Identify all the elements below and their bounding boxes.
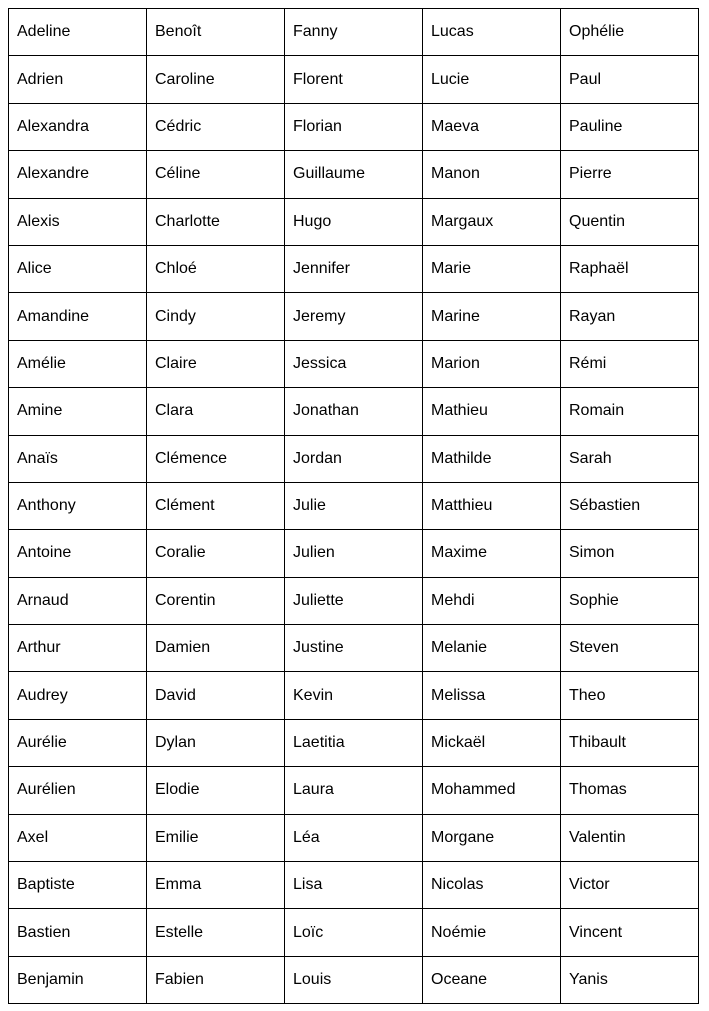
table-cell: Florent — [285, 56, 423, 103]
table-cell: Victor — [561, 862, 699, 909]
table-cell: Mathieu — [423, 388, 561, 435]
table-cell: Clara — [147, 388, 285, 435]
table-cell: Quentin — [561, 198, 699, 245]
table-row — [9, 767, 699, 814]
table-row — [9, 293, 699, 340]
table-cell: Oceane — [423, 956, 561, 1003]
table-cell: Fabien — [147, 956, 285, 1003]
table-cell: Jordan — [285, 435, 423, 482]
table-cell: Sophie — [561, 577, 699, 624]
table-cell: Adrien — [9, 56, 147, 103]
table-cell: Clément — [147, 482, 285, 529]
table-cell: Nicolas — [423, 862, 561, 909]
table-cell: Sébastien — [561, 482, 699, 529]
table-cell: Alice — [9, 245, 147, 292]
table-cell: Alexandra — [9, 103, 147, 150]
table-cell: Aurélien — [9, 767, 147, 814]
table-row — [9, 103, 699, 150]
table-cell: Estelle — [147, 909, 285, 956]
table-row — [9, 862, 699, 909]
table-cell: Jennifer — [285, 245, 423, 292]
table-cell: Elodie — [147, 767, 285, 814]
table-cell: Florian — [285, 103, 423, 150]
table-cell: Bastien — [9, 909, 147, 956]
table-cell: Clémence — [147, 435, 285, 482]
table-cell: Raphaël — [561, 245, 699, 292]
table-row — [9, 482, 699, 529]
table-cell: Kevin — [285, 672, 423, 719]
table-cell: Laetitia — [285, 719, 423, 766]
table-cell: Vincent — [561, 909, 699, 956]
table-cell: Cédric — [147, 103, 285, 150]
table-cell: Coralie — [147, 530, 285, 577]
table-cell: Mickaël — [423, 719, 561, 766]
table-cell: Manon — [423, 151, 561, 198]
table-cell: Justine — [285, 625, 423, 672]
table-cell: Arnaud — [9, 577, 147, 624]
table-cell: Thibault — [561, 719, 699, 766]
table-cell: Paul — [561, 56, 699, 103]
table-cell: Arthur — [9, 625, 147, 672]
table-cell: Margaux — [423, 198, 561, 245]
table-row — [9, 625, 699, 672]
table-cell: Anaïs — [9, 435, 147, 482]
table-cell: Romain — [561, 388, 699, 435]
table-cell: Lucas — [423, 9, 561, 56]
table-cell: Corentin — [147, 577, 285, 624]
table-row — [9, 435, 699, 482]
table-cell: Antoine — [9, 530, 147, 577]
table-row — [9, 245, 699, 292]
table-cell: Sarah — [561, 435, 699, 482]
table-cell: Melissa — [423, 672, 561, 719]
table-cell: Benjamin — [9, 956, 147, 1003]
table-cell: Simon — [561, 530, 699, 577]
table-cell: Aurélie — [9, 719, 147, 766]
table-cell: Rayan — [561, 293, 699, 340]
table-cell: Anthony — [9, 482, 147, 529]
table-cell: Julie — [285, 482, 423, 529]
table-row — [9, 198, 699, 245]
table-cell: Laura — [285, 767, 423, 814]
table-cell: Amandine — [9, 293, 147, 340]
table-cell: Chloé — [147, 245, 285, 292]
table-cell: David — [147, 672, 285, 719]
table-cell: Marion — [423, 340, 561, 387]
table-cell: Audrey — [9, 672, 147, 719]
table-cell: Hugo — [285, 198, 423, 245]
table-cell: Juliette — [285, 577, 423, 624]
table-cell: Léa — [285, 814, 423, 861]
table-cell: Marine — [423, 293, 561, 340]
table-cell: Benoît — [147, 9, 285, 56]
names-table-body — [9, 9, 699, 1004]
table-cell: Maxime — [423, 530, 561, 577]
table-cell: Jonathan — [285, 388, 423, 435]
table-cell: Mohammed — [423, 767, 561, 814]
table-cell: Baptiste — [9, 862, 147, 909]
table-cell: Alexandre — [9, 151, 147, 198]
table-cell: Emilie — [147, 814, 285, 861]
table-cell: Marie — [423, 245, 561, 292]
table-cell: Thomas — [561, 767, 699, 814]
table-row — [9, 577, 699, 624]
table-cell: Maeva — [423, 103, 561, 150]
table-cell: Yanis — [561, 956, 699, 1003]
table-cell: Fanny — [285, 9, 423, 56]
table-cell: Matthieu — [423, 482, 561, 529]
table-cell: Adeline — [9, 9, 147, 56]
table-cell: Julien — [285, 530, 423, 577]
table-row — [9, 9, 699, 56]
table-cell: Amélie — [9, 340, 147, 387]
table-row — [9, 672, 699, 719]
table-cell: Noémie — [423, 909, 561, 956]
table-cell: Damien — [147, 625, 285, 672]
table-cell: Pauline — [561, 103, 699, 150]
table-cell: Axel — [9, 814, 147, 861]
table-row — [9, 388, 699, 435]
table-cell: Melanie — [423, 625, 561, 672]
table-cell: Emma — [147, 862, 285, 909]
table-cell: Morgane — [423, 814, 561, 861]
table-row — [9, 719, 699, 766]
table-cell: Jeremy — [285, 293, 423, 340]
table-row — [9, 814, 699, 861]
table-cell: Mathilde — [423, 435, 561, 482]
table-cell: Charlotte — [147, 198, 285, 245]
table-cell: Claire — [147, 340, 285, 387]
table-cell: Loïc — [285, 909, 423, 956]
table-cell: Valentin — [561, 814, 699, 861]
table-cell: Cindy — [147, 293, 285, 340]
table-cell: Dylan — [147, 719, 285, 766]
table-cell: Céline — [147, 151, 285, 198]
table-row — [9, 340, 699, 387]
table-cell: Jessica — [285, 340, 423, 387]
table-cell: Lucie — [423, 56, 561, 103]
table-cell: Guillaume — [285, 151, 423, 198]
table-row — [9, 56, 699, 103]
table-cell: Louis — [285, 956, 423, 1003]
table-cell: Amine — [9, 388, 147, 435]
table-row — [9, 151, 699, 198]
table-cell: Mehdi — [423, 577, 561, 624]
table-cell: Lisa — [285, 862, 423, 909]
table-cell: Rémi — [561, 340, 699, 387]
table-row — [9, 956, 699, 1003]
table-cell: Alexis — [9, 198, 147, 245]
table-row — [9, 530, 699, 577]
names-table — [8, 8, 699, 1004]
table-cell: Pierre — [561, 151, 699, 198]
table-cell: Steven — [561, 625, 699, 672]
table-row — [9, 909, 699, 956]
table-cell: Caroline — [147, 56, 285, 103]
table-cell: Theo — [561, 672, 699, 719]
table-cell: Ophélie — [561, 9, 699, 56]
